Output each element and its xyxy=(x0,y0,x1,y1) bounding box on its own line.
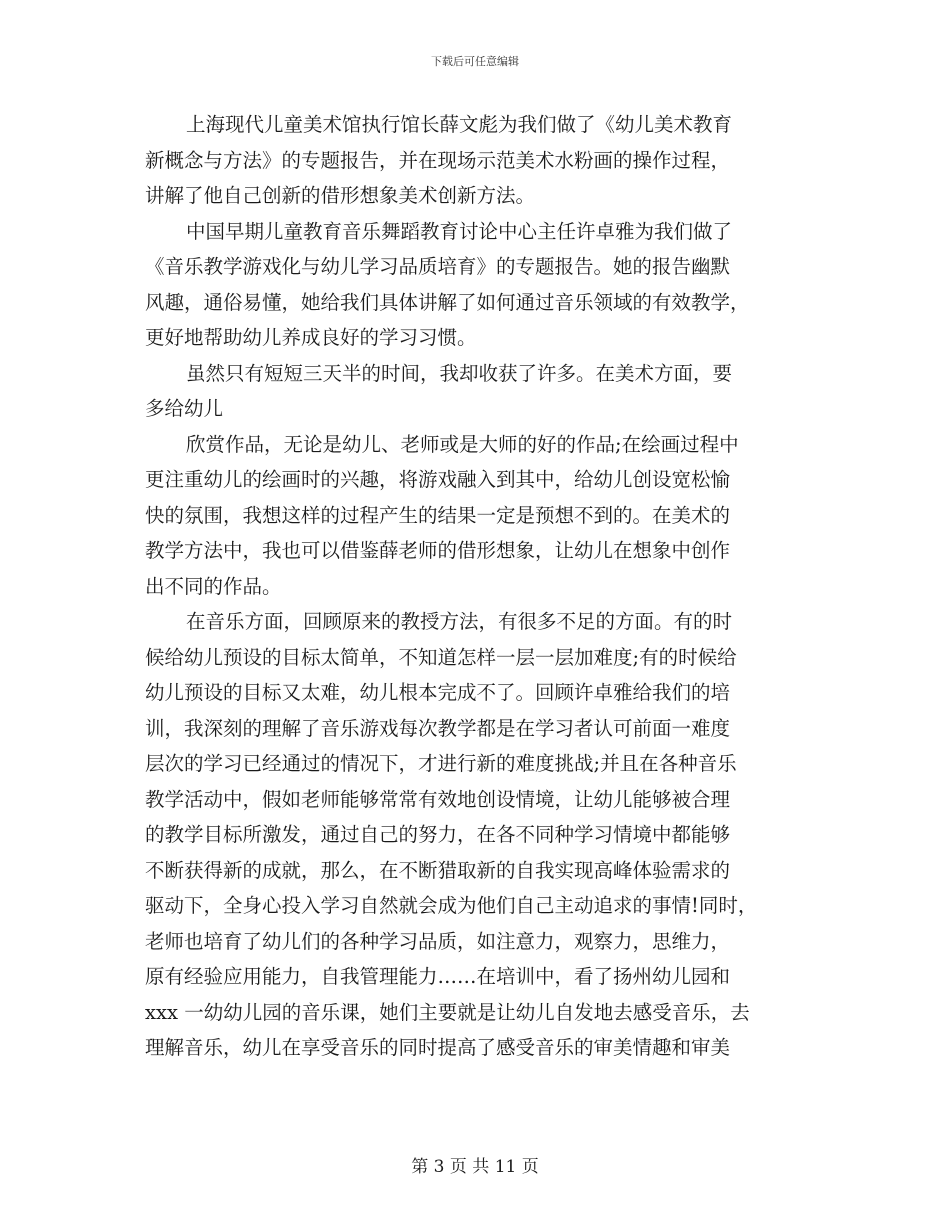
text-line: 老师也培育了幼儿们的各种学习品质，如注意力，观察力，思维力， xyxy=(145,929,731,953)
text-line: 的教学目标所激发，通过自己的努力，在各不同种学习情境中都能够 xyxy=(145,823,731,846)
text-line: 更好地帮助幼儿养成良好的学习习惯。 xyxy=(145,326,477,349)
text-line: 原有经验应用能力，自我管理能力……在培训中，看了扬州幼儿园和 xyxy=(145,965,731,988)
page-number-footer: 第 3 页 共 11 页 xyxy=(411,1157,539,1177)
text-line: 出不同的作品。 xyxy=(145,574,282,598)
text-line: 新概念与方法》的专题报告，并在现场示范美术水粉画的操作过程， xyxy=(145,148,731,172)
text-line: 训，我深刻的理解了音乐游戏每次教学都是在学习者认可前面一难度 xyxy=(145,716,731,740)
text-line: 中国早期儿童教育音乐舞蹈教育讨论中心主任许卓雅为我们做了 xyxy=(186,219,733,243)
text-line: 欣赏作品，无论是幼儿、老师或是大师的好的作品;在绘画过程中 xyxy=(186,432,739,456)
text-line: 理解音乐，幼儿在享受音乐的同时提高了感受音乐的审美情趣和审美 xyxy=(145,1036,731,1059)
paragraph-4 xyxy=(145,427,805,605)
text-line: 驱动下，全身心投入学习自然就会成为他们自己主动追求的事情!同时， xyxy=(145,894,758,917)
text-line: 上海现代儿童美术馆执行馆长薛文彪为我们做了《幼儿美术教育 xyxy=(186,113,733,136)
document-body xyxy=(145,107,805,1066)
paragraph-1 xyxy=(145,107,805,214)
text-line: xxx 一幼幼儿园的音乐课，她们主要就是让幼儿自发地去感受音乐，去 xyxy=(145,1000,750,1024)
text-line: 虽然只有短短三天半的时间，我却收获了许多。在美术方面，要 xyxy=(186,361,733,385)
text-line: 快的氛围，我想这样的过程产生的结果一定是预想不到的。在美术的 xyxy=(145,503,731,527)
text-line: 《音乐教学游戏化与幼儿学习品质培育》的专题报告。她的报告幽默 xyxy=(145,255,731,278)
text-line: 教学活动中，假如老师能够常常有效地创设情境，让幼儿能够被合理 xyxy=(145,787,731,811)
text-line: 不断获得新的成就，那么，在不断猎取新的自我实现高峰体验需求的 xyxy=(145,858,731,882)
paragraph-2 xyxy=(145,214,805,356)
text-line: 讲解了他自己创新的借形想象美术创新方法。 xyxy=(145,184,536,207)
page-header: 下载后可任意编辑 xyxy=(431,55,519,68)
text-line: 更注重幼儿的绘画时的兴趣，将游戏融入到其中，给幼儿创设宽松愉 xyxy=(145,468,731,491)
text-line: 风趣，通俗易懂，她给我们具体讲解了如何通过音乐领域的有效教学， xyxy=(145,290,750,314)
text-line: 层次的学习已经通过的情况下，才进行新的难度挑战;并且在各种音乐 xyxy=(145,752,737,775)
text-line: 多给幼儿 xyxy=(145,397,224,420)
paragraph-5 xyxy=(145,604,805,1066)
text-line: 候给幼儿预设的目标太简单，不知道怎样一层一层加难度;有的时候给 xyxy=(145,645,737,669)
text-line: 教学方法中，我也可以借鉴薛老师的借形想象，让幼儿在想象中创作 xyxy=(145,539,731,562)
text-line: 幼儿预设的目标又太难，幼儿根本完成不了。回顾许卓雅给我们的培 xyxy=(145,681,731,704)
paragraph-3 xyxy=(145,356,805,427)
text-line: 在音乐方面，回顾原来的教授方法，有很多不足的方面。有的时 xyxy=(186,610,733,633)
